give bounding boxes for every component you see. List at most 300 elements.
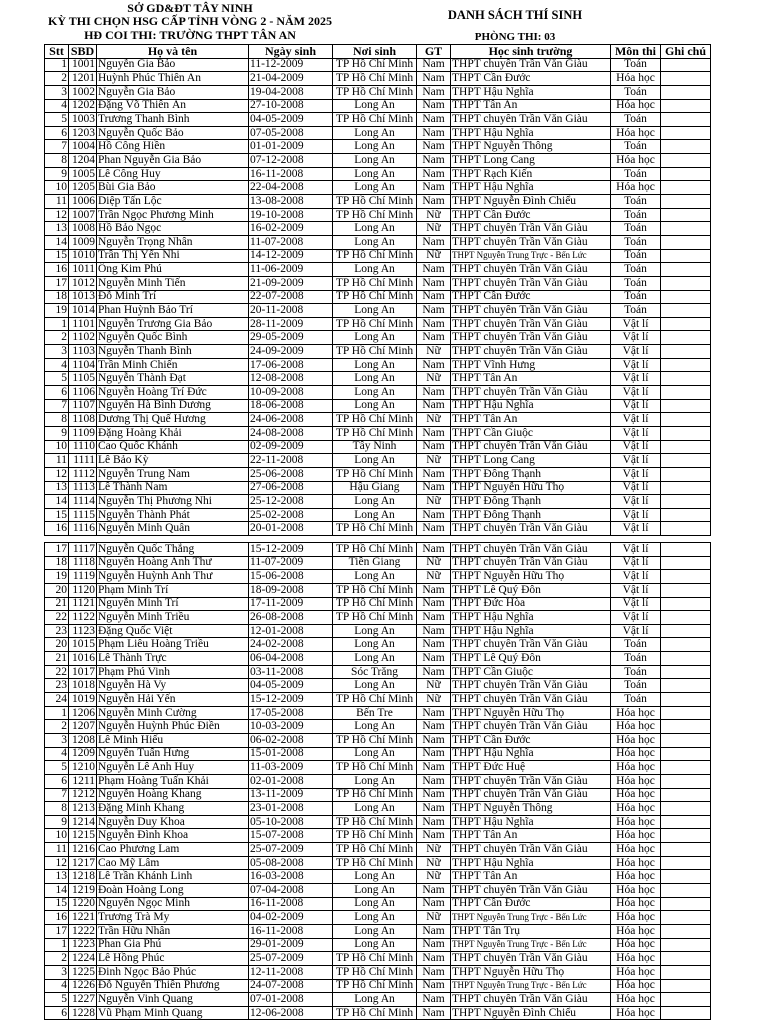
- cell-subject: Hóa học: [611, 897, 661, 911]
- cell-name: Hồ Bảo Ngọc: [97, 222, 249, 236]
- cell-school: THPT chuyên Trần Văn Giàu: [451, 345, 611, 359]
- cell-dob: 11-12-2009: [249, 58, 333, 72]
- cell-stt: 2: [45, 720, 69, 734]
- cell-subject: Toán: [611, 235, 661, 249]
- cell-dob: 21-04-2009: [249, 72, 333, 86]
- cell-gender: Nam: [417, 522, 451, 536]
- cell-name: Nguyễn Thành Phát: [97, 508, 249, 522]
- cell-note: [661, 815, 711, 829]
- cell-gender: Nam: [417, 815, 451, 829]
- cell-sbd: 1011: [69, 263, 97, 277]
- cell-name: Lê Công Huy: [97, 167, 249, 181]
- cell-note: [661, 508, 711, 522]
- cell-gender: Nữ: [417, 679, 451, 693]
- cell-subject: Hóa học: [611, 1006, 661, 1020]
- cell-sbd: 1216: [69, 843, 97, 857]
- table-row: [45, 638, 711, 652]
- cell-note: [661, 870, 711, 884]
- cell-dob: 17-11-2009: [249, 597, 333, 611]
- cell-sbd: 1225: [69, 965, 97, 979]
- cell-birthplace: Long An: [333, 495, 417, 509]
- cell-sbd: 1206: [69, 706, 97, 720]
- cell-gender: Nam: [417, 543, 451, 557]
- cell-sbd: 1227: [69, 993, 97, 1007]
- cell-birthplace: Long An: [333, 679, 417, 693]
- cell-subject: Vật lí: [611, 467, 661, 481]
- cell-stt: 6: [45, 1006, 69, 1020]
- cell-birthplace: TP Hồ Chí Minh: [333, 611, 417, 625]
- table-row: [45, 597, 711, 611]
- cell-name: Lê Thành Trực: [97, 652, 249, 666]
- cell-name: Nguyễn Ngọc Minh: [97, 897, 249, 911]
- cell-name: Nguyễn Trương Gia Bảo: [97, 317, 249, 331]
- cell-school: THPT Cần Đước: [451, 208, 611, 222]
- cell-subject: Hóa học: [611, 965, 661, 979]
- cell-school: THPT Hậu Nghĩa: [451, 399, 611, 413]
- cell-birthplace: TP Hồ Chí Minh: [333, 1006, 417, 1020]
- cell-subject: Toán: [611, 638, 661, 652]
- document-title: DANH SÁCH THÍ SINH: [447, 8, 583, 22]
- cell-note: [661, 556, 711, 570]
- cell-stt: 8: [45, 413, 69, 427]
- cell-name: Lê Trần Khánh Linh: [97, 870, 249, 884]
- cell-gender: Nam: [417, 720, 451, 734]
- cell-sbd: 1226: [69, 979, 97, 993]
- table-row: [45, 317, 711, 331]
- cell-subject: Hóa học: [611, 993, 661, 1007]
- cell-note: [661, 140, 711, 154]
- cell-name: Phạm Liêu Hoàng Triều: [97, 638, 249, 652]
- cell-birthplace: TP Hồ Chí Minh: [333, 597, 417, 611]
- cell-school: THPT chuyên Trần Văn Giàu: [451, 522, 611, 536]
- table-row: [45, 706, 711, 720]
- cell-sbd: 1214: [69, 815, 97, 829]
- cell-name: Nguyễn Trọng Nhân: [97, 235, 249, 249]
- cell-subject: Hóa học: [611, 733, 661, 747]
- cell-note: [661, 372, 711, 386]
- cell-gender: Nam: [417, 99, 451, 113]
- cell-gender: Nam: [417, 235, 451, 249]
- cell-note: [661, 720, 711, 734]
- cell-name: Dương Thị Quế Hương: [97, 413, 249, 427]
- table-row: [45, 583, 711, 597]
- cell-school: THPT Hậu Nghĩa: [451, 624, 611, 638]
- cell-dob: 25-07-2009: [249, 952, 333, 966]
- cell-dob: 05-08-2008: [249, 856, 333, 870]
- cell-note: [661, 652, 711, 666]
- cell-note: [661, 597, 711, 611]
- table-row: [45, 454, 711, 468]
- cell-note: [661, 154, 711, 168]
- cell-school: THPT Đức Huệ: [451, 761, 611, 775]
- table-row: [45, 884, 711, 898]
- cell-dob: 04-02-2009: [249, 911, 333, 925]
- cell-dob: 01-01-2009: [249, 140, 333, 154]
- cell-subject: Vật lí: [611, 481, 661, 495]
- cell-school: THPT Nguyễn Hữu Thọ: [451, 481, 611, 495]
- cell-gender: Nam: [417, 358, 451, 372]
- table-row: [45, 263, 711, 277]
- cell-birthplace: Long An: [333, 624, 417, 638]
- cell-sbd: 1107: [69, 399, 97, 413]
- cell-name: Nguyễn Minh Trí: [97, 597, 249, 611]
- table-row: [45, 522, 711, 536]
- cell-birthplace: TP Hồ Chí Minh: [333, 761, 417, 775]
- cell-stt: 17: [45, 276, 69, 290]
- cell-name: Nguyễn Vinh Quang: [97, 993, 249, 1007]
- cell-dob: 12-11-2008: [249, 965, 333, 979]
- cell-gender: Nam: [417, 611, 451, 625]
- cell-gender: Nữ: [417, 345, 451, 359]
- cell-gender: Nữ: [417, 454, 451, 468]
- cell-gender: Nữ: [417, 693, 451, 707]
- table-row: [45, 426, 711, 440]
- table-row: [45, 154, 711, 168]
- table-row: [45, 481, 711, 495]
- cell-subject: Hóa học: [611, 884, 661, 898]
- cell-school: THPT Nguyễn Hữu Thọ: [451, 965, 611, 979]
- cell-sbd: 1123: [69, 624, 97, 638]
- cell-birthplace: TP Hồ Chí Minh: [333, 856, 417, 870]
- cell-school: THPT Cần Giuộc: [451, 426, 611, 440]
- cell-birthplace: TP Hồ Chí Minh: [333, 413, 417, 427]
- cell-note: [661, 181, 711, 195]
- cell-stt: 7: [45, 140, 69, 154]
- cell-dob: 05-10-2008: [249, 815, 333, 829]
- cell-sbd: 1117: [69, 543, 97, 557]
- cell-note: [661, 693, 711, 707]
- cell-name: Huỳnh Phúc Thiên An: [97, 72, 249, 86]
- cell-stt: 2: [45, 72, 69, 86]
- cell-school: THPT chuyên Trần Văn Giàu: [451, 774, 611, 788]
- table-row: [45, 249, 711, 263]
- cell-dob: 17-06-2008: [249, 358, 333, 372]
- cell-subject: Hóa học: [611, 829, 661, 843]
- table-row: [45, 99, 711, 113]
- cell-stt: 9: [45, 167, 69, 181]
- cell-subject: Hóa học: [611, 99, 661, 113]
- cell-gender: Nam: [417, 467, 451, 481]
- table-row: [45, 720, 711, 734]
- cell-name: Nguyễn Gia Bảo: [97, 85, 249, 99]
- cell-dob: 19-10-2008: [249, 208, 333, 222]
- room-label: PHÒNG THI: 03: [474, 31, 556, 43]
- table-row: [45, 85, 711, 99]
- candidate-table-top: [44, 44, 711, 536]
- cell-note: [661, 167, 711, 181]
- cell-note: [661, 467, 711, 481]
- cell-gender: Nam: [417, 85, 451, 99]
- cell-school: THPT chuyên Trần Văn Giàu: [451, 440, 611, 454]
- col-dob: Ngày sinh: [249, 45, 333, 59]
- cell-note: [661, 58, 711, 72]
- cell-birthplace: TP Hồ Chí Minh: [333, 195, 417, 209]
- cell-subject: Toán: [611, 679, 661, 693]
- cell-stt: 3: [45, 345, 69, 359]
- table-row: [45, 467, 711, 481]
- cell-birthplace: TP Hồ Chí Minh: [333, 788, 417, 802]
- cell-stt: 5: [45, 372, 69, 386]
- table-row: [45, 829, 711, 843]
- cell-name: Nguyễn Trung Nam: [97, 467, 249, 481]
- cell-stt: 14: [45, 884, 69, 898]
- cell-note: [661, 454, 711, 468]
- cell-subject: Toán: [611, 222, 661, 236]
- cell-note: [661, 911, 711, 925]
- cell-stt: 19: [45, 304, 69, 318]
- cell-subject: Vật lí: [611, 426, 661, 440]
- table-row: [45, 358, 711, 372]
- table-row: [45, 733, 711, 747]
- cell-dob: 06-04-2008: [249, 652, 333, 666]
- cell-sbd: 1215: [69, 829, 97, 843]
- cell-gender: Nam: [417, 665, 451, 679]
- cell-dob: 11-07-2008: [249, 235, 333, 249]
- cell-school: THPT chuyên Trần Văn Giàu: [451, 638, 611, 652]
- cell-school: THPT Nguyễn Hữu Thọ: [451, 570, 611, 584]
- cell-name: Phạm Minh Trí: [97, 583, 249, 597]
- cell-name: Cao Quốc Khánh: [97, 440, 249, 454]
- cell-school: THPT chuyên Trần Văn Giàu: [451, 543, 611, 557]
- table-row: [45, 345, 711, 359]
- cell-note: [661, 965, 711, 979]
- exam-council: HĐ COI THI: TRƯỜNG THPT TÂN AN: [84, 28, 296, 42]
- cell-dob: 11-06-2009: [249, 263, 333, 277]
- cell-sbd: 1217: [69, 856, 97, 870]
- cell-subject: Vật lí: [611, 317, 661, 331]
- cell-note: [661, 399, 711, 413]
- cell-school: THPT chuyên Trần Văn Giàu: [451, 331, 611, 345]
- cell-stt: 23: [45, 679, 69, 693]
- cell-birthplace: Sóc Trăng: [333, 665, 417, 679]
- table-row: [45, 843, 711, 857]
- cell-birthplace: Long An: [333, 181, 417, 195]
- cell-stt: 4: [45, 358, 69, 372]
- cell-note: [661, 85, 711, 99]
- cell-name: Phan Gia Phú: [97, 938, 249, 952]
- table-row: [45, 508, 711, 522]
- cell-school: THPT Nguyễn Đình Chiểu: [451, 1006, 611, 1020]
- cell-birthplace: TP Hồ Chí Minh: [333, 693, 417, 707]
- cell-name: Đinh Ngọc Bảo Phúc: [97, 965, 249, 979]
- cell-stt: 11: [45, 195, 69, 209]
- cell-stt: 1: [45, 706, 69, 720]
- cell-school: THPT Đông Thạnh: [451, 508, 611, 522]
- cell-school: THPT chuyên Trần Văn Giàu: [451, 720, 611, 734]
- cell-sbd: 1007: [69, 208, 97, 222]
- cell-dob: 11-07-2009: [249, 556, 333, 570]
- table-row: [45, 870, 711, 884]
- table-row: [45, 372, 711, 386]
- table-row: [45, 543, 711, 557]
- cell-sbd: 1122: [69, 611, 97, 625]
- cell-subject: Toán: [611, 693, 661, 707]
- cell-dob: 13-11-2009: [249, 788, 333, 802]
- cell-sbd: 1211: [69, 774, 97, 788]
- cell-gender: Nữ: [417, 870, 451, 884]
- candidate-table-bottom: [44, 542, 711, 1020]
- cell-subject: Toán: [611, 652, 661, 666]
- cell-gender: Nam: [417, 597, 451, 611]
- cell-name: Đặng Minh Khang: [97, 802, 249, 816]
- cell-school: THPT Hậu Nghĩa: [451, 815, 611, 829]
- table-row: [45, 911, 711, 925]
- cell-stt: 15: [45, 897, 69, 911]
- cell-birthplace: Hậu Giang: [333, 481, 417, 495]
- cell-sbd: 1012: [69, 276, 97, 290]
- cell-school: THPT chuyên Trần Văn Giàu: [451, 304, 611, 318]
- cell-dob: 27-06-2008: [249, 481, 333, 495]
- cell-school: THPT Long Cang: [451, 454, 611, 468]
- cell-stt: 7: [45, 399, 69, 413]
- cell-note: [661, 802, 711, 816]
- cell-name: Trần Hữu Nhân: [97, 924, 249, 938]
- cell-gender: Nam: [417, 897, 451, 911]
- cell-dob: 28-11-2009: [249, 317, 333, 331]
- cell-gender: Nam: [417, 583, 451, 597]
- cell-gender: Nam: [417, 58, 451, 72]
- cell-subject: Hóa học: [611, 856, 661, 870]
- cell-subject: Hóa học: [611, 72, 661, 86]
- cell-sbd: 1223: [69, 938, 97, 952]
- cell-subject: Hóa học: [611, 181, 661, 195]
- table-row: [45, 440, 711, 454]
- cell-gender: Nam: [417, 181, 451, 195]
- cell-birthplace: Tây Ninh: [333, 440, 417, 454]
- cell-school: THPT Nguyễn Trung Trực - Bến Lức: [451, 249, 611, 263]
- cell-school: THPT Đông Thạnh: [451, 467, 611, 481]
- cell-stt: 4: [45, 979, 69, 993]
- table-row: [45, 652, 711, 666]
- cell-gender: Nam: [417, 638, 451, 652]
- cell-sbd: 1208: [69, 733, 97, 747]
- cell-gender: Nam: [417, 884, 451, 898]
- cell-name: Nguyễn Lê Anh Huy: [97, 761, 249, 775]
- cell-note: [661, 290, 711, 304]
- cell-birthplace: TP Hồ Chí Minh: [333, 276, 417, 290]
- cell-birthplace: Long An: [333, 140, 417, 154]
- cell-gender: Nam: [417, 938, 451, 952]
- table-row: [45, 693, 711, 707]
- cell-note: [661, 747, 711, 761]
- cell-subject: Hóa học: [611, 979, 661, 993]
- cell-note: [661, 856, 711, 870]
- table-row: [45, 181, 711, 195]
- table-row: [45, 897, 711, 911]
- cell-note: [661, 761, 711, 775]
- cell-school: THPT Hậu Nghĩa: [451, 611, 611, 625]
- cell-stt: 6: [45, 126, 69, 140]
- cell-dob: 12-08-2008: [249, 372, 333, 386]
- cell-subject: Hóa học: [611, 126, 661, 140]
- cell-note: [661, 304, 711, 318]
- cell-note: [661, 624, 711, 638]
- cell-subject: Hóa học: [611, 815, 661, 829]
- table-row: [45, 788, 711, 802]
- cell-dob: 24-06-2008: [249, 413, 333, 427]
- cell-name: Lê Bảo Kỳ: [97, 454, 249, 468]
- cell-birthplace: TP Hồ Chí Minh: [333, 965, 417, 979]
- cell-birthplace: Long An: [333, 508, 417, 522]
- cell-sbd: 1205: [69, 181, 97, 195]
- cell-name: Vũ Phạm Minh Quang: [97, 1006, 249, 1020]
- cell-sbd: 1113: [69, 481, 97, 495]
- cell-birthplace: TP Hồ Chí Minh: [333, 583, 417, 597]
- table-row: [45, 399, 711, 413]
- cell-school: THPT Tân Trụ: [451, 924, 611, 938]
- cell-school: THPT Nguyễn Đình Chiểu: [451, 195, 611, 209]
- cell-school: THPT Nguyễn Trung Trực - Bến Lức: [451, 911, 611, 925]
- cell-stt: 6: [45, 386, 69, 400]
- cell-name: Lê Minh Hiếu: [97, 733, 249, 747]
- cell-subject: Vật lí: [611, 331, 661, 345]
- cell-birthplace: Tiền Giang: [333, 556, 417, 570]
- cell-dob: 04-05-2009: [249, 679, 333, 693]
- table-row: [45, 276, 711, 290]
- cell-stt: 23: [45, 624, 69, 638]
- cell-birthplace: Long An: [333, 99, 417, 113]
- table-row: [45, 611, 711, 625]
- cell-name: Đoàn Hoàng Long: [97, 884, 249, 898]
- cell-sbd: 1219: [69, 884, 97, 898]
- cell-note: [661, 495, 711, 509]
- cell-subject: Vật lí: [611, 372, 661, 386]
- cell-subject: Vật lí: [611, 570, 661, 584]
- cell-school: THPT Cần Đước: [451, 897, 611, 911]
- cell-stt: 20: [45, 583, 69, 597]
- table-row: [45, 331, 711, 345]
- cell-stt: 14: [45, 235, 69, 249]
- table-header-row: [45, 45, 711, 59]
- cell-gender: Nam: [417, 1006, 451, 1020]
- cell-subject: Vật lí: [611, 556, 661, 570]
- cell-birthplace: Long An: [333, 167, 417, 181]
- cell-stt: 3: [45, 85, 69, 99]
- cell-name: Phan Nguyễn Gia Bảo: [97, 154, 249, 168]
- cell-name: Nguyễn Hoàng Trí Đức: [97, 386, 249, 400]
- cell-sbd: 1018: [69, 679, 97, 693]
- cell-note: [661, 72, 711, 86]
- cell-dob: 14-12-2009: [249, 249, 333, 263]
- col-school: Học sinh trường: [451, 45, 611, 59]
- table-row: [45, 72, 711, 86]
- cell-subject: Vật lí: [611, 495, 661, 509]
- cell-sbd: 1203: [69, 126, 97, 140]
- cell-dob: 20-01-2008: [249, 522, 333, 536]
- cell-subject: Toán: [611, 113, 661, 127]
- table-row: [45, 113, 711, 127]
- cell-dob: 10-03-2009: [249, 720, 333, 734]
- cell-gender: Nam: [417, 317, 451, 331]
- cell-note: [661, 1006, 711, 1020]
- cell-sbd: 1120: [69, 583, 97, 597]
- cell-note: [661, 481, 711, 495]
- cell-gender: Nữ: [417, 372, 451, 386]
- cell-birthplace: Long An: [333, 720, 417, 734]
- cell-birthplace: TP Hồ Chí Minh: [333, 72, 417, 86]
- cell-subject: Toán: [611, 290, 661, 304]
- cell-note: [661, 583, 711, 597]
- cell-subject: Vật lí: [611, 386, 661, 400]
- cell-birthplace: TP Hồ Chí Minh: [333, 467, 417, 481]
- cell-subject: Hóa học: [611, 720, 661, 734]
- cell-note: [661, 440, 711, 454]
- cell-gender: Nam: [417, 761, 451, 775]
- cell-name: Nguyễn Minh Triều: [97, 611, 249, 625]
- cell-subject: Toán: [611, 167, 661, 181]
- cell-dob: 26-08-2008: [249, 611, 333, 625]
- cell-dob: 10-09-2008: [249, 386, 333, 400]
